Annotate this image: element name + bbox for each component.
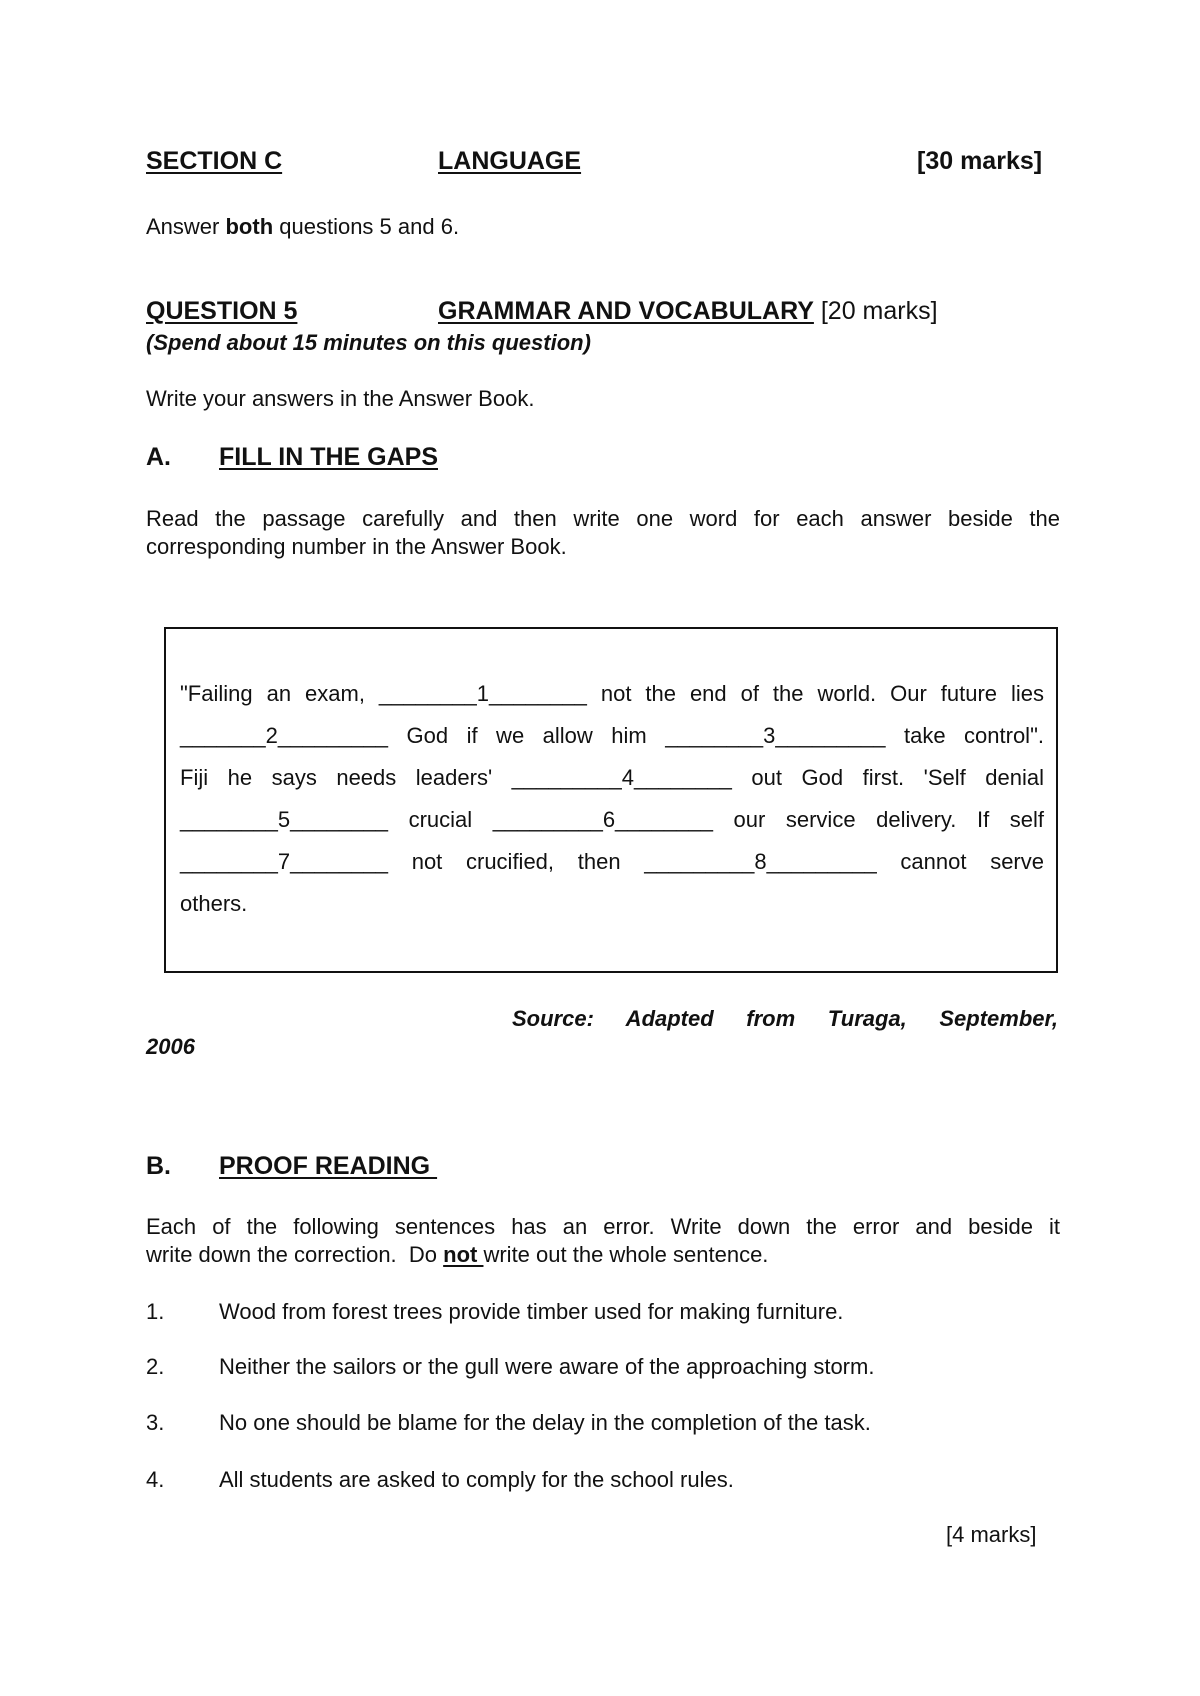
partB-instructions-line2 bbox=[146, 1242, 768, 1268]
item-text: Neither the sailors or the gull were aware of the approaching storm. bbox=[219, 1354, 875, 1379]
answer-instruction-pre: Answer bbox=[146, 214, 226, 239]
partB-instr-pre: write down the correction. Do bbox=[146, 1242, 444, 1267]
passage-line: ________5________ crucial _________6________ our service delivery. If self bbox=[180, 807, 1044, 832]
item-number: 2. bbox=[146, 1354, 165, 1379]
partB-letter: B. bbox=[146, 1152, 171, 1180]
passage-line: _______2_________ God if we allow him ________3_________ take control". bbox=[180, 723, 1044, 748]
section-marks: [30 marks] bbox=[917, 147, 1043, 175]
question5-write-note: Write your answers in the Answer Book. bbox=[146, 386, 535, 411]
source-line2: 2006 bbox=[146, 1034, 195, 1059]
item-text: All students are asked to comply for the school rules. bbox=[219, 1467, 734, 1492]
answer-instruction bbox=[146, 214, 459, 240]
item-number: 4. bbox=[146, 1467, 165, 1492]
passage-box bbox=[164, 627, 1058, 973]
question5-marks: [20 marks] bbox=[813, 297, 938, 325]
passage-line: others. bbox=[180, 891, 248, 916]
question5-time-note: (Spend about 15 minutes on this question) bbox=[146, 330, 591, 355]
item-text: Wood from forest trees provide timber used for making furniture. bbox=[219, 1299, 844, 1324]
section-subject: LANGUAGE bbox=[438, 147, 582, 175]
source-line1: Source: Adapted from Turaga, September, bbox=[512, 1006, 1058, 1031]
passage-line: "Failing an exam, ________1________ not the end of the world. Our future lies bbox=[180, 681, 1044, 706]
partA-title: FILL IN THE GAPS bbox=[219, 443, 438, 471]
partA-instructions: Read the passage carefully and then write one word for each answer beside the corresponding number in the Answer Book. bbox=[146, 506, 1060, 559]
answer-instruction-post: questions 5 and 6. bbox=[273, 214, 460, 239]
question5-label: QUESTION 5 bbox=[146, 297, 298, 325]
passage-line: Fiji he says needs leaders' _________4________ out God first. 'Self denial bbox=[180, 765, 1044, 790]
item-number: 1. bbox=[146, 1299, 165, 1324]
question5-heading bbox=[438, 297, 938, 326]
question5-title: GRAMMAR AND VOCABULARY bbox=[438, 297, 814, 325]
passage-line: ________7________ not crucified, then _________8_________ cannot serve bbox=[180, 849, 1044, 874]
answer-instruction-bold: both bbox=[225, 214, 274, 239]
partB-marks: [4 marks] bbox=[946, 1522, 1037, 1547]
partB-instr-bold: not bbox=[443, 1242, 484, 1267]
partB-instr-post: write out the whole sentence. bbox=[483, 1242, 769, 1267]
item-text: No one should be blame for the delay in the completion of the task. bbox=[219, 1410, 871, 1435]
partB-title: PROOF READING bbox=[219, 1152, 438, 1180]
partA-letter: A. bbox=[146, 443, 171, 471]
section-label: SECTION C bbox=[146, 147, 283, 175]
partB-instructions-line1: Each of the following sentences has an error. Write down the error and beside it bbox=[146, 1214, 1060, 1239]
item-number: 3. bbox=[146, 1410, 165, 1435]
